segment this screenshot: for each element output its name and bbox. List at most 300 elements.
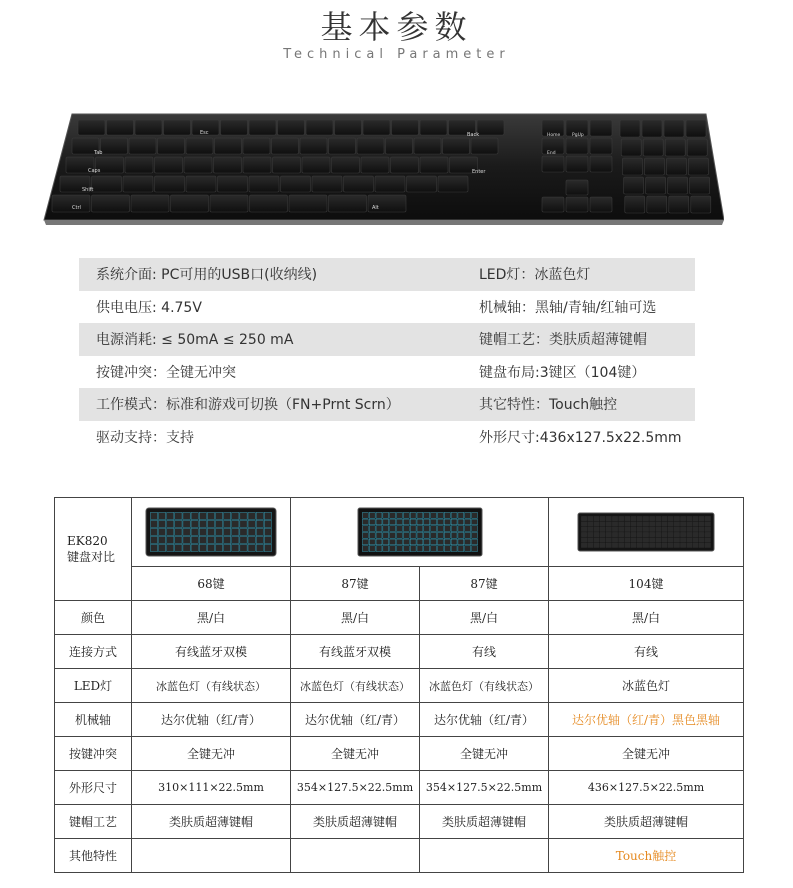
- mini-keycap: [369, 546, 375, 552]
- mini-keycap: [389, 539, 395, 545]
- table-cell: 310×111×22.5mm: [132, 771, 291, 805]
- keycap: [643, 139, 663, 156]
- mini-keycap: [619, 543, 624, 547]
- keycap: [78, 120, 105, 135]
- mini-keycap: [382, 526, 388, 532]
- spec-right: 键盘布局:3键区（104键）: [479, 364, 646, 381]
- mini-keycap: [224, 512, 231, 519]
- keycap: [171, 195, 209, 212]
- mini-keycap: [264, 520, 271, 527]
- keycap: [125, 157, 153, 173]
- mini-keycap: [224, 520, 231, 527]
- table-cell: 达尔优轴（红/青）: [291, 703, 420, 737]
- table-cell: 冰蓝色灯: [549, 669, 744, 703]
- mini-keycap: [451, 526, 457, 532]
- keycap: [542, 156, 564, 172]
- spec-row: [79, 258, 695, 291]
- mini-keycap: [207, 528, 214, 535]
- mini-keycap: [410, 539, 416, 545]
- mini-keycap: [369, 532, 375, 538]
- mini-keycap: [376, 519, 382, 525]
- mini-keycap: [594, 516, 599, 520]
- mini-keycap: [232, 520, 239, 527]
- column-header: 104键: [549, 567, 744, 601]
- mini-keycap: [382, 546, 388, 552]
- mini-keycap: [581, 532, 586, 536]
- keyboard-image-68: [132, 498, 291, 567]
- mini-keycap: [183, 536, 190, 543]
- table-cell: 黑/白: [132, 601, 291, 635]
- mini-keycap: [256, 536, 263, 543]
- table-row: [55, 635, 744, 669]
- mini-keycap: [410, 519, 416, 525]
- keycap: [688, 158, 708, 175]
- mini-keycap: [240, 512, 247, 519]
- keycap: [335, 120, 362, 135]
- mini-keycap: [637, 532, 642, 536]
- mini-keycap: [423, 539, 429, 545]
- mini-keycap: [637, 538, 642, 542]
- keycap: [420, 157, 448, 173]
- table-cell: 达尔优轴（红/青）: [132, 703, 291, 737]
- mini-keycap: [175, 512, 182, 519]
- mini-keycap: [662, 516, 667, 520]
- mini-keycap: [248, 528, 255, 535]
- mini-keycap: [207, 520, 214, 527]
- keycap: [590, 156, 612, 172]
- keycap: [566, 197, 588, 212]
- mini-keycap: [403, 526, 409, 532]
- mini-keycap: [662, 527, 667, 531]
- table-cell: 354×127.5×22.5mm: [291, 771, 420, 805]
- spec-left: 系统介面: PC可用的USB口(收纳线): [96, 267, 318, 284]
- mini-keycap: [416, 519, 422, 525]
- mini-keycap: [606, 522, 611, 526]
- mini-keycap: [232, 536, 239, 543]
- table-cell: 黑/白: [549, 601, 744, 635]
- table-row: [55, 771, 744, 805]
- mini-keycap: [581, 527, 586, 531]
- keycap: [329, 138, 356, 154]
- mini-keycap: [680, 532, 685, 536]
- table-cell-highlight: Touch触控: [549, 839, 744, 873]
- spec-left: 驱动支持：支持: [96, 429, 194, 446]
- mini-keycap: [191, 520, 198, 527]
- keycap: [392, 120, 419, 135]
- mini-keycap: [680, 527, 685, 531]
- mini-keycap: [457, 526, 463, 532]
- mini-keycap: [619, 538, 624, 542]
- keycap: [420, 120, 447, 135]
- keycap: [624, 177, 644, 194]
- mini-keycap: [369, 519, 375, 525]
- mini-keycap: [199, 512, 206, 519]
- spec-right: 其它特性：Touch触控: [479, 397, 618, 414]
- mini-keycap: [362, 526, 368, 532]
- keycap: [477, 120, 504, 135]
- mini-keycap: [680, 538, 685, 542]
- mini-keycap: [687, 522, 692, 526]
- mini-keycap: [656, 538, 661, 542]
- mini-keycap: [650, 516, 655, 520]
- mini-keycap: [680, 522, 685, 526]
- key-label-enter: Enter: [472, 169, 486, 175]
- key-label-esc: Esc: [200, 130, 209, 136]
- mini-keycap: [403, 532, 409, 538]
- keycap: [590, 120, 612, 136]
- mini-keycap: [588, 522, 593, 526]
- table-row: [55, 567, 744, 601]
- mini-keycap: [240, 520, 247, 527]
- mini-keycap: [619, 516, 624, 520]
- spec-left: 电源消耗: ≤ 50mA ≤ 250 mA: [96, 332, 294, 349]
- keycap: [665, 139, 685, 156]
- mini-keycap: [594, 543, 599, 547]
- mini-keycap: [396, 526, 402, 532]
- mini-keycap: [175, 528, 182, 535]
- mini-keycap: [600, 527, 605, 531]
- table-cell: 达尔优轴（红/青）: [420, 703, 549, 737]
- mini-keycap: [382, 519, 388, 525]
- keycap: [215, 138, 242, 154]
- mini-keycap: [369, 539, 375, 545]
- keycap: [471, 138, 498, 154]
- keycap: [300, 138, 327, 154]
- comparison-table: [54, 497, 744, 873]
- keycap: [375, 176, 405, 192]
- mini-keycap: [656, 527, 661, 531]
- keycap: [625, 196, 645, 213]
- mini-keycap: [256, 520, 263, 527]
- mini-keycap: [668, 543, 673, 547]
- mini-keycap: [662, 538, 667, 542]
- mini-keycap: [464, 519, 470, 525]
- mini-keycap: [650, 522, 655, 526]
- spec-row: [79, 291, 695, 324]
- keycap: [361, 157, 389, 173]
- table-row: [55, 703, 744, 737]
- mini-keycap: [588, 532, 593, 536]
- mini-keycap: [264, 512, 271, 519]
- table-cell: 有线: [420, 635, 549, 669]
- table-row: [55, 669, 744, 703]
- keycap: [344, 176, 374, 192]
- mini-keycap: [256, 528, 263, 535]
- mini-keycap: [362, 512, 368, 518]
- keycap: [590, 138, 612, 154]
- mini-keycap: [625, 538, 630, 542]
- mini-keycap: [183, 520, 190, 527]
- mini-keycap: [376, 526, 382, 532]
- mini-keycap: [612, 532, 617, 536]
- mini-keycap: [437, 532, 443, 538]
- mini-keycap: [215, 544, 222, 551]
- mini-keycap: [199, 520, 206, 527]
- keycap: [622, 158, 642, 175]
- mini-keycap: [389, 546, 395, 552]
- mini-keycap: [588, 527, 593, 531]
- mini-keycap: [423, 546, 429, 552]
- mini-keycap: [643, 522, 648, 526]
- mini-keycap: [674, 543, 679, 547]
- spec-row: [79, 323, 695, 356]
- mini-keycap: [606, 538, 611, 542]
- mini-keycap: [457, 519, 463, 525]
- mini-keycap: [376, 532, 382, 538]
- mini-keycap: [656, 532, 661, 536]
- key-label-ctrl: Ctrl: [72, 205, 81, 211]
- mini-keycap: [437, 546, 443, 552]
- mini-keycap: [457, 539, 463, 545]
- mini-keycap: [705, 538, 710, 542]
- mini-keycap: [376, 512, 382, 518]
- keycap: [414, 138, 441, 154]
- mini-keycap: [687, 516, 692, 520]
- table-row: [55, 498, 744, 567]
- mini-keycap: [612, 538, 617, 542]
- mini-keycap: [693, 532, 698, 536]
- mini-keycap: [457, 532, 463, 538]
- mini-keycap: [464, 532, 470, 538]
- keycap: [158, 138, 185, 154]
- mini-keycap: [699, 527, 704, 531]
- mini-keycap: [240, 544, 247, 551]
- keyboard-87-icon: [357, 507, 483, 557]
- mini-keycap: [674, 532, 679, 536]
- mini-keycap: [451, 539, 457, 545]
- mini-keycap: [594, 538, 599, 542]
- keycap: [644, 158, 664, 175]
- mini-keycap: [191, 536, 198, 543]
- table-cell: [291, 839, 420, 873]
- mini-keycap: [396, 546, 402, 552]
- keycap: [664, 120, 684, 137]
- mini-keycap: [248, 512, 255, 519]
- mini-keycap: [256, 544, 263, 551]
- keycap: [92, 176, 122, 192]
- mini-keycap: [451, 546, 457, 552]
- mini-keycap: [464, 526, 470, 532]
- mini-keycap: [207, 512, 214, 519]
- mini-keycap: [471, 512, 477, 518]
- model-name: EK820: [67, 534, 108, 548]
- keycap: [249, 176, 279, 192]
- mini-keycap: [396, 539, 402, 545]
- mini-keycap: [687, 527, 692, 531]
- mini-keycap: [643, 516, 648, 520]
- keycap: [123, 176, 153, 192]
- mini-keycap: [625, 532, 630, 536]
- mini-keycap: [471, 532, 477, 538]
- mini-keycap: [705, 527, 710, 531]
- mini-keycap: [264, 528, 271, 535]
- mini-keycap: [248, 544, 255, 551]
- mini-keycap: [175, 520, 182, 527]
- mini-keycap: [612, 543, 617, 547]
- mini-keycap: [457, 546, 463, 552]
- table-cell: [132, 839, 291, 873]
- keycap: [668, 177, 688, 194]
- mini-keycap: [430, 519, 436, 525]
- mini-keycap: [594, 532, 599, 536]
- table-row: [55, 737, 744, 771]
- keycap: [302, 157, 330, 173]
- mini-keycap: [175, 544, 182, 551]
- spec-list: [79, 258, 695, 453]
- table-cell: 黑/白: [420, 601, 549, 635]
- mini-keycap: [612, 522, 617, 526]
- mini-keycap: [451, 532, 457, 538]
- mini-keycap: [693, 527, 698, 531]
- mini-keycap: [600, 522, 605, 526]
- mini-keycap: [430, 532, 436, 538]
- row-label: 其他特性: [55, 839, 132, 873]
- mini-keycap: [159, 536, 166, 543]
- keycap: [214, 157, 242, 173]
- keycap: [542, 197, 564, 212]
- mini-keycap: [662, 543, 667, 547]
- keycap: [312, 176, 342, 192]
- mini-keycap: [167, 544, 174, 551]
- keycap: [590, 197, 612, 212]
- mini-keycap: [668, 516, 673, 520]
- mini-keycap: [191, 544, 198, 551]
- keycap: [306, 120, 333, 135]
- mini-keycap: [183, 544, 190, 551]
- mini-keycap: [594, 527, 599, 531]
- keyboard-illustration: [42, 98, 724, 228]
- keycap: [566, 180, 588, 195]
- mini-keycap: [662, 532, 667, 536]
- mini-keycap: [224, 544, 231, 551]
- mini-keycap: [631, 516, 636, 520]
- mini-keycap: [643, 532, 648, 536]
- mini-keycap: [656, 516, 661, 520]
- keycap: [272, 138, 299, 154]
- table-cell: 冰蓝色灯（有线状态）: [420, 669, 549, 703]
- mini-keycap: [650, 543, 655, 547]
- mini-keycap: [403, 546, 409, 552]
- spec-row: [79, 356, 695, 389]
- mini-keycap: [699, 543, 704, 547]
- keycap: [281, 176, 311, 192]
- mini-keycap: [693, 516, 698, 520]
- keycap: [329, 195, 367, 212]
- mini-keycap: [619, 522, 624, 526]
- mini-keycap: [430, 546, 436, 552]
- mini-keycap: [175, 536, 182, 543]
- mini-keycap: [150, 520, 157, 527]
- mini-keycap: [410, 512, 416, 518]
- mini-keycap: [382, 512, 388, 518]
- mini-keycap: [437, 519, 443, 525]
- key-label-shift: Shift: [82, 187, 94, 193]
- keycap: [155, 176, 185, 192]
- mini-keycap: [693, 538, 698, 542]
- mini-keycap: [600, 538, 605, 542]
- mini-keycap: [232, 544, 239, 551]
- mini-keycap: [264, 544, 271, 551]
- table-cell: 类肤质超薄键帽: [132, 805, 291, 839]
- table-cell: 全键无冲: [549, 737, 744, 771]
- mini-keycap: [451, 512, 457, 518]
- mini-keycap: [631, 522, 636, 526]
- mini-keycap: [362, 546, 368, 552]
- keyboard-104-icon: [577, 512, 715, 552]
- mini-keycap: [606, 543, 611, 547]
- row-label: 键帽工艺: [55, 805, 132, 839]
- mini-keycap: [389, 526, 395, 532]
- mini-keycap: [637, 516, 642, 520]
- mini-keycap: [403, 539, 409, 545]
- mini-keycap: [631, 532, 636, 536]
- mini-keycap: [650, 538, 655, 542]
- mini-keycap: [215, 520, 222, 527]
- keycap: [250, 195, 288, 212]
- mini-keycap: [403, 519, 409, 525]
- mini-keycap: [464, 539, 470, 545]
- keycap: [620, 120, 640, 137]
- mini-keycap: [437, 539, 443, 545]
- keycap: [391, 157, 419, 173]
- mini-keycap: [362, 519, 368, 525]
- key-label-caps: Caps: [88, 168, 101, 174]
- mini-keycap: [362, 539, 368, 545]
- keycap: [243, 157, 271, 173]
- mini-keycap: [464, 512, 470, 518]
- keycap: [218, 176, 248, 192]
- column-header: 87键: [420, 567, 549, 601]
- mini-keycap: [410, 526, 416, 532]
- table-cell: 436×127.5×22.5mm: [549, 771, 744, 805]
- spec-right: 机械轴：黑轴/青轴/红轴可选: [479, 299, 657, 316]
- keyboard-68-icon: [145, 507, 277, 557]
- keycap: [443, 138, 470, 154]
- mini-keycap: [376, 546, 382, 552]
- mini-keycap: [680, 543, 685, 547]
- mini-keycap: [693, 543, 698, 547]
- mini-keycap: [403, 512, 409, 518]
- spec-left: 按键冲突：全键无冲突: [96, 364, 236, 381]
- mini-keycap: [457, 512, 463, 518]
- mini-keycap: [581, 538, 586, 542]
- mini-keycap: [674, 538, 679, 542]
- mini-keycap: [369, 526, 375, 532]
- key-label-back: Back: [467, 132, 480, 138]
- keycap: [273, 157, 301, 173]
- mini-keycap: [619, 532, 624, 536]
- mini-keycap: [167, 536, 174, 543]
- mini-keycap: [600, 532, 605, 536]
- table-cell: 类肤质超薄键帽: [291, 805, 420, 839]
- mini-keycap: [256, 512, 263, 519]
- keycap: [186, 176, 216, 192]
- mini-keycap: [444, 526, 450, 532]
- spec-left: 供电电压: 4.75V: [96, 299, 202, 316]
- mini-keycap: [150, 512, 157, 519]
- mini-keycap: [369, 512, 375, 518]
- keycap: [155, 157, 183, 173]
- mini-keycap: [699, 516, 704, 520]
- keycap: [129, 138, 156, 154]
- table-cell: 类肤质超薄键帽: [420, 805, 549, 839]
- mini-keycap: [444, 532, 450, 538]
- mini-keycap: [437, 526, 443, 532]
- mini-keycap: [625, 522, 630, 526]
- mini-keycap: [183, 512, 190, 519]
- mini-keycap: [471, 546, 477, 552]
- keycap: [101, 138, 128, 154]
